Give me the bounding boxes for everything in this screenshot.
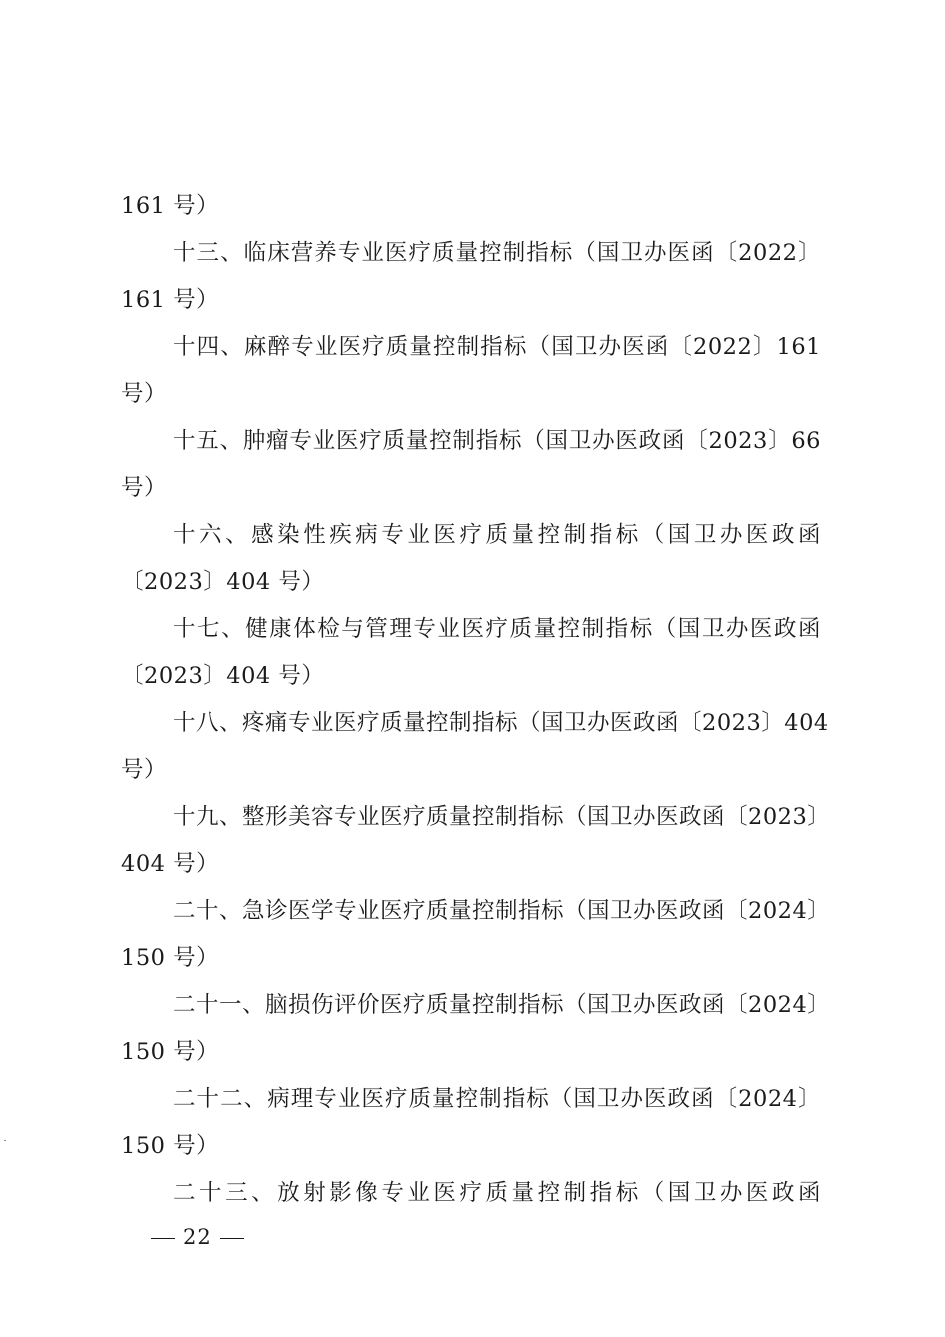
list-item-14: 十四、麻醉专业医疗质量控制指标（国卫办医函〔2022〕161 bbox=[173, 334, 821, 360]
em-dash-right bbox=[220, 1238, 244, 1239]
list-item-15: 十五、肿瘤专业医疗质量控制指标（国卫办医政函〔2023〕66 bbox=[173, 428, 821, 454]
list-item-16: 十六、感染性疾病专业医疗质量控制指标（国卫办医政函 bbox=[173, 522, 821, 548]
list-item-17: 十七、健康体检与管理专业医疗质量控制指标（国卫办医政函 bbox=[173, 616, 821, 642]
text-line: 161 号） bbox=[121, 193, 220, 219]
text-line: 150 号） bbox=[121, 1133, 220, 1159]
scan-mark bbox=[4, 1140, 6, 1141]
list-item-21: 二十一、脑损伤评价医疗质量控制指标（国卫办医政函〔2024〕 bbox=[173, 992, 831, 1018]
em-dash-left bbox=[151, 1238, 175, 1239]
text-line: 150 号） bbox=[121, 1039, 220, 1065]
text-line: 161 号） bbox=[121, 287, 220, 313]
text-line: 〔2023〕404 号） bbox=[121, 569, 325, 595]
list-item-20: 二十、急诊医学专业医疗质量控制指标（国卫办医政函〔2024〕 bbox=[173, 898, 831, 924]
page-footer bbox=[143, 1222, 252, 1252]
list-item-18: 十八、疼痛专业医疗质量控制指标（国卫办医政函〔2023〕404 bbox=[173, 710, 829, 736]
page-number: 22 bbox=[183, 1225, 212, 1249]
text-line: 〔2023〕404 号） bbox=[121, 663, 325, 689]
list-item-23: 二十三、放射影像专业医疗质量控制指标（国卫办医政函 bbox=[173, 1180, 821, 1206]
list-item-19: 十九、整形美容专业医疗质量控制指标（国卫办医政函〔2023〕 bbox=[173, 804, 831, 830]
text-line: 404 号） bbox=[121, 851, 220, 877]
text-line: 150 号） bbox=[121, 945, 220, 971]
text-line: 号） bbox=[121, 757, 168, 783]
list-item-22: 二十二、病理专业医疗质量控制指标（国卫办医政函〔2024〕 bbox=[173, 1086, 821, 1112]
list-item-13: 十三、临床营养专业医疗质量控制指标（国卫办医函〔2022〕 bbox=[173, 240, 821, 266]
document-body bbox=[121, 183, 831, 1217]
text-line: 号） bbox=[121, 381, 168, 407]
text-line: 号） bbox=[121, 475, 168, 501]
